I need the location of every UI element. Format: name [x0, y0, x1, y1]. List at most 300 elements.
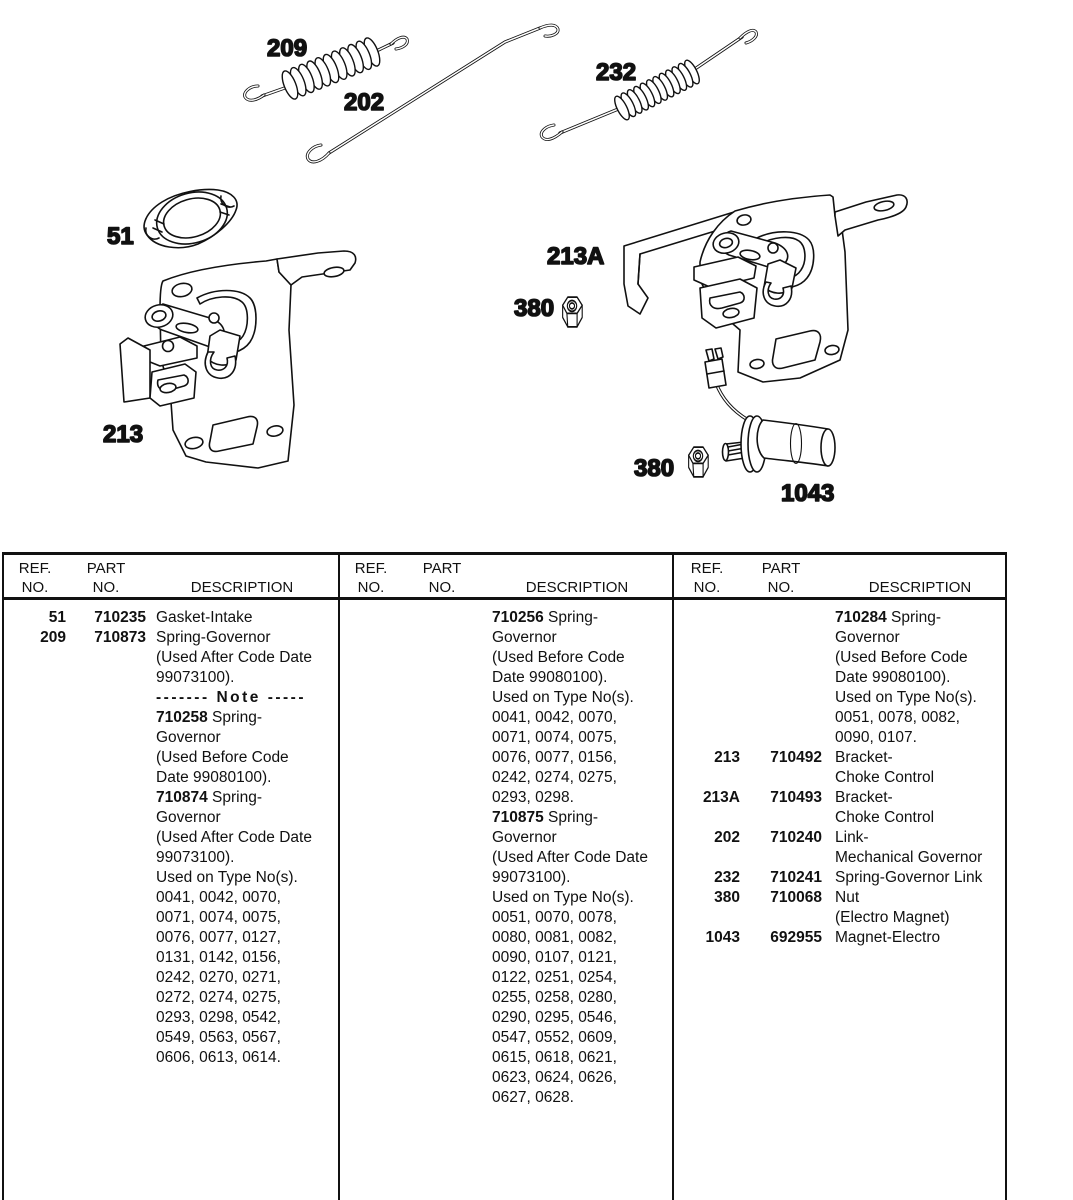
- part-row-line: [674, 688, 1005, 708]
- part-row-line: [4, 628, 338, 648]
- part-row-line: [340, 808, 672, 828]
- part-row-line: [674, 888, 1005, 908]
- description-cell: Used on Type No(s).: [156, 869, 298, 886]
- description-cell: (Electro Magnet): [835, 909, 950, 926]
- part-row-line: [4, 1028, 338, 1048]
- part-no-cell: [740, 728, 822, 748]
- exploded-parts-diagram: [0, 0, 1073, 552]
- ref-no-cell: [340, 708, 402, 728]
- part-no-header: NO.: [428, 579, 456, 596]
- callout-213: 213: [103, 421, 144, 448]
- description-cell: 710256 Spring-: [492, 609, 599, 626]
- description-cell: 710874 Spring-: [156, 789, 263, 806]
- part-row-line: [340, 648, 672, 668]
- part-no-cell: [402, 648, 482, 668]
- ref-no-header: REF.: [18, 560, 52, 577]
- ref-no-cell: 209: [40, 629, 66, 646]
- description-cell: Spring-Governor: [156, 629, 271, 646]
- description-cell: 710258 Spring-: [156, 709, 263, 726]
- part-row-line: [4, 748, 338, 768]
- ref-no-header: NO.: [357, 579, 385, 596]
- ref-no-cell: 213: [714, 749, 740, 766]
- description-cell: 99073100).: [156, 669, 235, 686]
- part-no-cell: [740, 608, 822, 628]
- ref-no-cell: [340, 1068, 402, 1088]
- table-header: [340, 555, 672, 600]
- part-no-cell: [402, 1028, 482, 1048]
- ref-no-cell: [340, 628, 402, 648]
- table-header: [4, 555, 338, 600]
- ref-no-cell: [340, 948, 402, 968]
- part-no-cell: [402, 628, 482, 648]
- part-row-line: [340, 788, 672, 808]
- part-no-cell: [402, 788, 482, 808]
- ref-no-cell: [340, 828, 402, 848]
- ref-no-cell: [340, 808, 402, 828]
- part-no-cell: [402, 808, 482, 828]
- description-cell: Magnet-Electro: [835, 929, 941, 946]
- description-cell: Used on Type No(s).: [492, 689, 634, 706]
- ref-no-cell: [340, 988, 402, 1008]
- ref-no-header: NO.: [693, 579, 721, 596]
- ref-no-cell: [340, 648, 402, 668]
- part-no-cell: [740, 908, 822, 928]
- description-cell: Bracket-: [835, 749, 893, 766]
- ref-no-cell: 232: [714, 869, 740, 886]
- description-cell: 0615, 0618, 0621,: [492, 1049, 617, 1066]
- part-no-cell: 710492: [770, 749, 822, 766]
- ref-no-cell: [4, 928, 66, 948]
- part-no-cell: [66, 1008, 146, 1028]
- part-no-cell: [66, 688, 146, 708]
- part-no-cell: [740, 688, 822, 708]
- part-row-line: [340, 848, 672, 868]
- description-cell: 0255, 0258, 0280,: [492, 989, 617, 1006]
- part-no-cell: [66, 888, 146, 908]
- part-no-cell: 710068: [770, 889, 822, 906]
- ref-no-cell: [340, 1008, 402, 1028]
- part-row-line: [4, 688, 338, 708]
- description-cell: 0623, 0624, 0626,: [492, 1069, 617, 1086]
- part-no-cell: [66, 668, 146, 688]
- description-cell: 0080, 0081, 0082,: [492, 929, 617, 946]
- part-no-cell: [740, 768, 822, 788]
- ref-no-cell: [340, 928, 402, 948]
- ref-no-cell: [340, 608, 402, 628]
- part-row-line: [674, 748, 1005, 768]
- description-cell: Nut: [835, 889, 860, 906]
- ref-no-cell: [4, 808, 66, 828]
- ref-no-cell: [4, 888, 66, 908]
- ref-no-cell: [674, 808, 740, 828]
- part-row-line: [340, 1068, 672, 1088]
- part-no-cell: [402, 948, 482, 968]
- ref-no-cell: [340, 1088, 402, 1108]
- part-row-line: [674, 788, 1005, 808]
- part-no-cell: [66, 828, 146, 848]
- description-cell: Governor: [492, 829, 557, 846]
- part-row-line: [674, 928, 1005, 948]
- part-no-cell: [402, 908, 482, 928]
- ref-no-cell: [340, 868, 402, 888]
- part-no-header: NO.: [767, 579, 795, 596]
- ref-no-cell: [340, 1048, 402, 1068]
- parts-table-column-2: [340, 555, 674, 1200]
- choke-control-bracket-213a-drawing: [624, 195, 907, 382]
- description-cell: Date 99080100).: [492, 669, 608, 686]
- part-row-line: [340, 1088, 672, 1108]
- part-row-line: [4, 888, 338, 908]
- callout-232: 232: [596, 59, 637, 86]
- description-cell: 0242, 0270, 0271,: [156, 969, 281, 986]
- ref-no-cell: [674, 668, 740, 688]
- part-row-line: [4, 848, 338, 868]
- part-no-cell: 710235: [94, 609, 146, 626]
- description-cell: 0076, 0077, 0156,: [492, 749, 617, 766]
- part-no-cell: [740, 668, 822, 688]
- ref-no-header: REF.: [354, 560, 388, 577]
- description-cell: Choke Control: [835, 809, 935, 826]
- part-no-header: NO.: [92, 579, 120, 596]
- table-body: [674, 600, 1005, 948]
- parts-table-column-3: [674, 555, 1007, 1200]
- ref-no-cell: [4, 768, 66, 788]
- part-row-line: [340, 708, 672, 728]
- part-no-cell: 710241: [770, 869, 822, 886]
- ref-no-cell: 380: [714, 889, 740, 906]
- description-cell: 0041, 0042, 0070,: [156, 889, 281, 906]
- ref-no-cell: [4, 828, 66, 848]
- description-cell: Mechanical Governor: [835, 849, 983, 866]
- description-cell: Governor: [835, 629, 900, 646]
- part-no-header: PART: [86, 560, 126, 577]
- callout-1043: 1043: [781, 480, 835, 507]
- part-no-cell: [402, 988, 482, 1008]
- description-cell: (Used After Code Date: [492, 849, 648, 866]
- description-cell: 0272, 0274, 0275,: [156, 989, 281, 1006]
- ref-no-cell: [4, 728, 66, 748]
- part-row-line: [340, 1048, 672, 1068]
- part-row-line: [340, 1028, 672, 1048]
- description-cell: 99073100).: [156, 849, 235, 866]
- ref-no-cell: 51: [48, 609, 66, 626]
- description-cell: 0090, 0107.: [835, 729, 917, 746]
- part-row-line: [4, 1048, 338, 1068]
- part-no-cell: [402, 928, 482, 948]
- callout-209: 209: [267, 35, 308, 62]
- part-row-line: [340, 1008, 672, 1028]
- part-row-line: [340, 748, 672, 768]
- part-row-line: [4, 988, 338, 1008]
- ref-no-cell: [4, 868, 66, 888]
- part-row-line: [4, 928, 338, 948]
- part-no-cell: [66, 948, 146, 968]
- table-body: [340, 600, 672, 1108]
- ref-no-cell: 202: [714, 829, 740, 846]
- description-cell: Governor: [156, 729, 221, 746]
- part-no-cell: [66, 988, 146, 1008]
- description-cell: Bracket-: [835, 789, 893, 806]
- ref-no-cell: [4, 1008, 66, 1028]
- ref-no-cell: [340, 668, 402, 688]
- ref-no-cell: [674, 608, 740, 628]
- part-no-cell: [66, 768, 146, 788]
- description-cell: 0293, 0298, 0542,: [156, 1009, 281, 1026]
- electro-magnet-nut-380-lower-drawing: [689, 447, 709, 477]
- part-no-cell: [740, 808, 822, 828]
- part-row-line: [674, 648, 1005, 668]
- part-no-cell: [402, 688, 482, 708]
- part-no-cell: [402, 888, 482, 908]
- ref-no-cell: [674, 628, 740, 648]
- callout-213a: 213A: [547, 243, 605, 270]
- ref-no-header: NO.: [21, 579, 49, 596]
- part-row-line: [4, 608, 338, 628]
- description-cell: (Used After Code Date: [156, 829, 312, 846]
- ref-no-cell: [4, 908, 66, 928]
- part-row-line: [340, 668, 672, 688]
- ref-no-cell: 213A: [702, 789, 740, 806]
- description-cell: 0242, 0274, 0275,: [492, 769, 617, 786]
- part-row-line: [340, 948, 672, 968]
- description-cell: Governor: [492, 629, 557, 646]
- part-row-line: [674, 868, 1005, 888]
- part-row-line: [4, 648, 338, 668]
- description-header: DESCRIPTION: [525, 579, 629, 596]
- part-no-cell: [740, 708, 822, 728]
- description-cell: 0293, 0298.: [492, 789, 574, 806]
- part-no-cell: [66, 1048, 146, 1068]
- electro-magnet-nut-380-upper-drawing: [563, 297, 583, 327]
- part-row-line: [4, 808, 338, 828]
- part-no-cell: [740, 648, 822, 668]
- callout-51: 51: [107, 223, 134, 250]
- part-no-cell: [66, 968, 146, 988]
- description-cell: 0076, 0077, 0127,: [156, 929, 281, 946]
- part-no-cell: 710240: [770, 829, 822, 846]
- part-row-line: [340, 868, 672, 888]
- part-no-cell: [402, 848, 482, 868]
- governor-link-spring-232-drawing: [541, 30, 756, 139]
- ref-no-cell: [4, 988, 66, 1008]
- description-cell: 0547, 0552, 0609,: [492, 1029, 617, 1046]
- part-row-line: [674, 848, 1005, 868]
- description-cell: Used on Type No(s).: [835, 689, 977, 706]
- part-no-cell: [402, 968, 482, 988]
- ref-no-cell: [4, 848, 66, 868]
- part-no-cell: [66, 728, 146, 748]
- part-no-cell: [402, 828, 482, 848]
- ref-no-cell: [4, 708, 66, 728]
- ref-no-cell: [674, 708, 740, 728]
- part-no-cell: [66, 868, 146, 888]
- description-cell: 0627, 0628.: [492, 1089, 574, 1106]
- description-cell: Link-: [835, 829, 869, 846]
- part-row-line: [674, 728, 1005, 748]
- description-cell: 0606, 0613, 0614.: [156, 1049, 281, 1066]
- description-cell: 0051, 0070, 0078,: [492, 909, 617, 926]
- parts-table-column-1: [4, 555, 340, 1200]
- description-cell: Choke Control: [835, 769, 935, 786]
- part-row-line: [340, 888, 672, 908]
- description-cell: 0090, 0107, 0121,: [492, 949, 617, 966]
- description-cell: 0071, 0074, 0075,: [492, 729, 617, 746]
- part-no-cell: 710493: [770, 789, 822, 806]
- description-cell: 99073100).: [492, 869, 571, 886]
- description-cell: (Used After Code Date: [156, 649, 312, 666]
- ref-no-cell: [340, 788, 402, 808]
- part-row-line: [340, 968, 672, 988]
- part-row-line: [674, 608, 1005, 628]
- part-row-line: [340, 728, 672, 748]
- part-row-line: [340, 768, 672, 788]
- callout-380-lower: 380: [634, 455, 675, 482]
- part-row-line: [4, 968, 338, 988]
- ref-no-cell: [340, 908, 402, 928]
- description-header: DESCRIPTION: [868, 579, 972, 596]
- callout-202: 202: [344, 89, 385, 116]
- ref-no-header: REF.: [690, 560, 724, 577]
- part-no-cell: [402, 1088, 482, 1108]
- part-row-line: [340, 688, 672, 708]
- part-no-header: PART: [422, 560, 462, 577]
- ref-no-cell: [340, 968, 402, 988]
- part-no-cell: [66, 748, 146, 768]
- description-cell: (Used Before Code: [156, 749, 289, 766]
- description-cell: 0549, 0563, 0567,: [156, 1029, 281, 1046]
- ref-no-cell: [4, 788, 66, 808]
- description-cell: ------- Note -----: [156, 689, 306, 706]
- ref-no-cell: [340, 1028, 402, 1048]
- description-cell: Spring-Governor Link: [835, 869, 983, 886]
- part-no-cell: [66, 928, 146, 948]
- part-no-cell: [402, 668, 482, 688]
- table-header: [674, 555, 1005, 600]
- part-no-cell: [402, 1068, 482, 1088]
- ref-no-cell: [674, 908, 740, 928]
- part-row-line: [4, 728, 338, 748]
- part-no-cell: [66, 1028, 146, 1048]
- description-cell: Gasket-Intake: [156, 609, 253, 626]
- part-no-cell: [66, 848, 146, 868]
- description-cell: 0041, 0042, 0070,: [492, 709, 617, 726]
- ref-no-cell: [674, 648, 740, 668]
- part-row-line: [340, 608, 672, 628]
- part-row-line: [340, 988, 672, 1008]
- ref-no-cell: [4, 1028, 66, 1048]
- ref-no-cell: [674, 768, 740, 788]
- ref-no-cell: [4, 1048, 66, 1068]
- part-no-cell: [740, 848, 822, 868]
- part-row-line: [4, 788, 338, 808]
- intake-gasket-51-drawing: [144, 184, 237, 252]
- part-row-line: [4, 908, 338, 928]
- description-cell: (Used Before Code: [492, 649, 625, 666]
- part-row-line: [4, 828, 338, 848]
- part-no-cell: [402, 708, 482, 728]
- ref-no-cell: [340, 888, 402, 908]
- part-row-line: [4, 668, 338, 688]
- part-row-line: [340, 908, 672, 928]
- part-row-line: [674, 668, 1005, 688]
- ref-no-cell: [340, 688, 402, 708]
- choke-control-bracket-213-drawing: [120, 251, 356, 468]
- ref-no-cell: [340, 728, 402, 748]
- part-row-line: [674, 808, 1005, 828]
- description-header: DESCRIPTION: [190, 579, 294, 596]
- part-row-line: [4, 768, 338, 788]
- part-row-line: [674, 828, 1005, 848]
- part-no-cell: [740, 628, 822, 648]
- part-no-cell: [402, 748, 482, 768]
- part-row-line: [4, 948, 338, 968]
- callout-380-upper: 380: [514, 295, 555, 322]
- ref-no-cell: [340, 748, 402, 768]
- ref-no-cell: [4, 948, 66, 968]
- table-body: [4, 600, 338, 1068]
- part-no-cell: [402, 608, 482, 628]
- part-no-cell: [402, 1008, 482, 1028]
- ref-no-cell: 1043: [705, 929, 740, 946]
- part-no-cell: [66, 648, 146, 668]
- part-row-line: [340, 628, 672, 648]
- part-row-line: [674, 908, 1005, 928]
- description-cell: 0131, 0142, 0156,: [156, 949, 281, 966]
- description-cell: (Used Before Code: [835, 649, 968, 666]
- ref-no-cell: [4, 748, 66, 768]
- part-no-cell: [402, 868, 482, 888]
- ref-no-cell: [674, 688, 740, 708]
- part-row-line: [674, 628, 1005, 648]
- part-no-cell: [66, 808, 146, 828]
- part-row-line: [4, 708, 338, 728]
- ref-no-cell: [4, 648, 66, 668]
- part-no-header: PART: [761, 560, 801, 577]
- part-row-line: [340, 828, 672, 848]
- description-cell: 0290, 0295, 0546,: [492, 1009, 617, 1026]
- description-cell: 0071, 0074, 0075,: [156, 909, 281, 926]
- part-row-line: [340, 928, 672, 948]
- part-no-cell: [402, 1048, 482, 1068]
- part-row-line: [4, 1008, 338, 1028]
- description-cell: Date 99080100).: [835, 669, 951, 686]
- ref-no-cell: [340, 848, 402, 868]
- part-no-cell: [66, 788, 146, 808]
- description-cell: 710875 Spring-: [492, 809, 599, 826]
- part-no-cell: [402, 728, 482, 748]
- description-cell: Governor: [156, 809, 221, 826]
- part-no-cell: [402, 768, 482, 788]
- ref-no-cell: [340, 768, 402, 788]
- description-cell: 0051, 0078, 0082,: [835, 709, 960, 726]
- ref-no-cell: [674, 848, 740, 868]
- part-no-cell: [66, 908, 146, 928]
- part-no-cell: 692955: [770, 929, 822, 946]
- ref-no-cell: [674, 728, 740, 748]
- part-row-line: [674, 708, 1005, 728]
- ref-no-cell: [4, 968, 66, 988]
- ref-no-cell: [4, 688, 66, 708]
- description-cell: 0122, 0251, 0254,: [492, 969, 617, 986]
- description-cell: Date 99080100).: [156, 769, 272, 786]
- parts-table: [2, 552, 1007, 1200]
- part-no-cell: 710873: [94, 629, 146, 646]
- part-row-line: [4, 868, 338, 888]
- ref-no-cell: [4, 668, 66, 688]
- part-no-cell: [66, 708, 146, 728]
- part-row-line: [674, 768, 1005, 788]
- description-cell: Used on Type No(s).: [492, 889, 634, 906]
